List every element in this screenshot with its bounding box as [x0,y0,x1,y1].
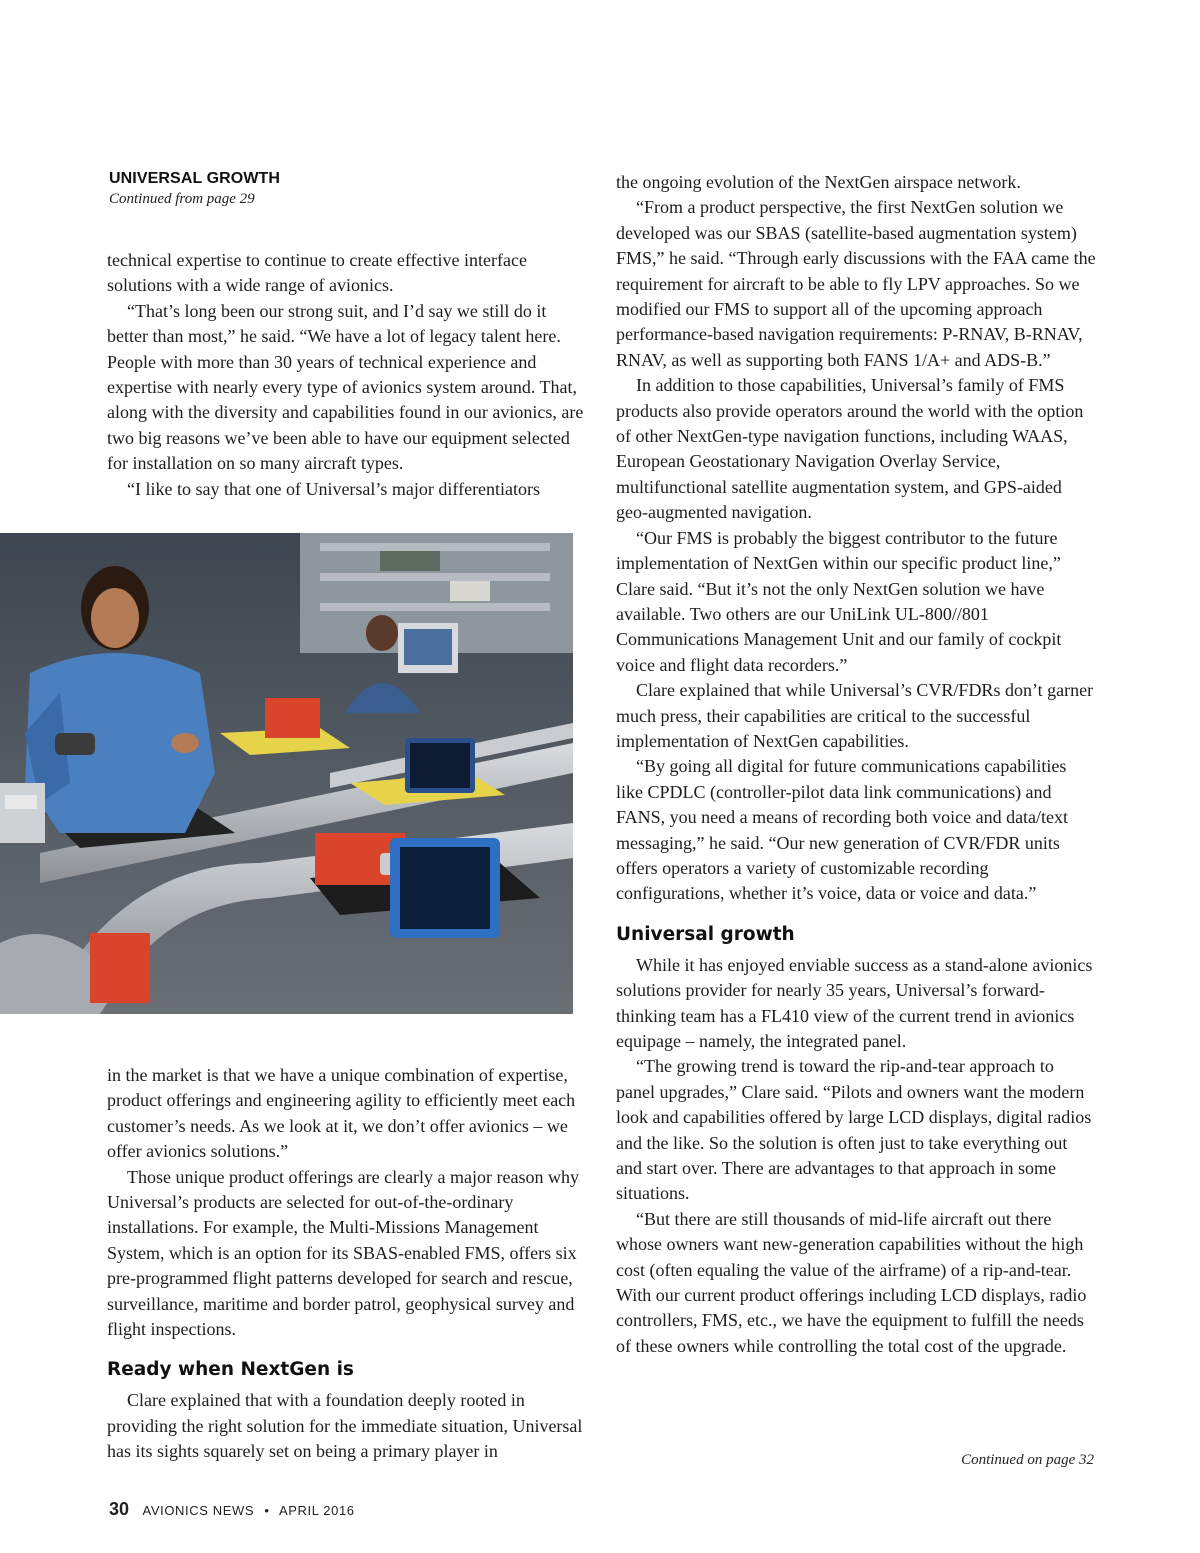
body-paragraph: “The growing trend is toward the rip-and-tear approach to panel upgrades,” Clare said. “Pilots and owners want the modern look and capabilities offered by large LCD displays, digital radios and the like. So the solution is often just to take everything out and start over. There are advantages to that approach in some situations. [616,1056,1092,1204]
issue-date: APRIL 2016 [278,1503,355,1518]
body-paragraph: Those unique product offerings are clearly a major reason why Universal’s products are selected for out-of-the-ordinary installations. For example, the Multi-Missions Management System, which is an option for its SBAS-enabled FMS, offers six pre-programmed flight patterns developed for search and rescue, surveillance, maritime and border patrol, geophysical survey and flight inspections. [107,1166,580,1340]
body-paragraph: “That’s long been our strong suit, and I’d say we still do it better than most,” he said. “We have a lot of legacy talent here. People with more than 30 years of technical experience and expertise with nearly every type of avionics system around. That, along with the diversity and capabilities found in our avionics, are two big reasons we’ve been able to have our equipment selected for installation on so many aircraft types. [107,300,584,474]
body-paragraph: the ongoing evolution of the NextGen airspace network. [616,172,1021,192]
continued-on-note: Continued on page 32 [961,1452,1094,1468]
footer-separator: • [264,1503,270,1518]
body-paragraph: “From a product perspective, the first NextGen solution we developed was our SBAS (satellite-based augmentation system) FMS,” he said. “Through early discussions with the FAA came the requirement for aircraft to be able to fly LPV approaches. So we modified our FMS to support all of the upcoming approach performance-based navigation requirements: P-RNAV, B-RNAV, RNAV, as well as supporting both FANS 1/A+ and ADS-B.” [616,197,1096,370]
left-column-top [107,248,588,502]
subheading-universal-growth: Universal growth [616,923,795,945]
publication-name: AVIONICS NEWS [142,1503,255,1518]
body-paragraph: “By going all digital for future communications capabilities like CPDLC (controller-pilot data link communications) and FANS, you need a means of recording both voice and data/text messaging,” he said. “Our new generation of CVR/FDR units offers operators a variety of customizable recording configurations, whether it’s voice, data or voice and data.” [616,756,1069,904]
body-paragraph: In addition to those capabilities, Universal’s family of FMS products also provide operators around the world with the option of other NextGen-type navigation functions, including WAAS, European Geostationary Navigation Overlay Service, multifunctional satellite augmentation system, and GPS-aided geo-augmented navigation. [616,375,1084,523]
right-column [616,170,1096,1359]
body-paragraph: in the market is that we have a unique combination of expertise, product offerings and engineering agility to efficiently meet each customer’s needs. As we look at it, we don’t offer avionics – we offer avionics solutions.” [107,1065,576,1162]
body-paragraph: While it has enjoyed enviable success as a stand-alone avionics solutions provider for nearly 35 years, Universal’s forward-thinking team has a FL410 view of the current trend in avionics equipage – namely, the integrated panel. [616,954,1093,1051]
body-paragraph: Clare explained that while Universal’s CVR/FDRs don’t garner much press, their capabilities are critical to the successful implementation of NextGen capabilities. [616,680,1094,751]
continued-from-note: Continued from page 29 [109,191,255,207]
body-paragraph: “I like to say that one of Universal’s major differentiators [127,478,541,499]
page-footer [109,1499,355,1520]
left-column-bottom [107,1063,588,1465]
section-kicker-title: UNIVERSAL GROWTH [109,170,281,187]
subheading-ready-when-nextgen: Ready when NextGen is [107,1359,354,1381]
page-number: 30 [109,1499,130,1519]
body-paragraph: technical expertise to continue to create effective interface solutions with a wide range of avionics. [107,250,527,296]
body-paragraph: Clare explained that with a foundation deeply rooted in providing the right solution for the immediate situation, Universal has its sights squarely set on being a primary player in [107,1390,583,1462]
assembly-line-photo [0,533,573,1014]
body-paragraph: “Our FMS is probably the biggest contributor to the future implementation of NextGen within our specific product line,” Clare said. “But it’s not the only NextGen solution we have available. Two others are our UniLink UL-800//801 Communications Management Unit and our family of cockpit voice and flight data recorders.” [616,527,1062,675]
body-paragraph: “But there are still thousands of mid-life aircraft out there whose owners want new-generation capabilities without the high cost (often equaling the value of the airframe) of a rip-and-tear. With our current product offerings including LCD displays, radio controllers, FMS, etc., we have the equipment to fulfill the needs of these owners while controlling the total cost of the upgrade. [616,1208,1087,1356]
